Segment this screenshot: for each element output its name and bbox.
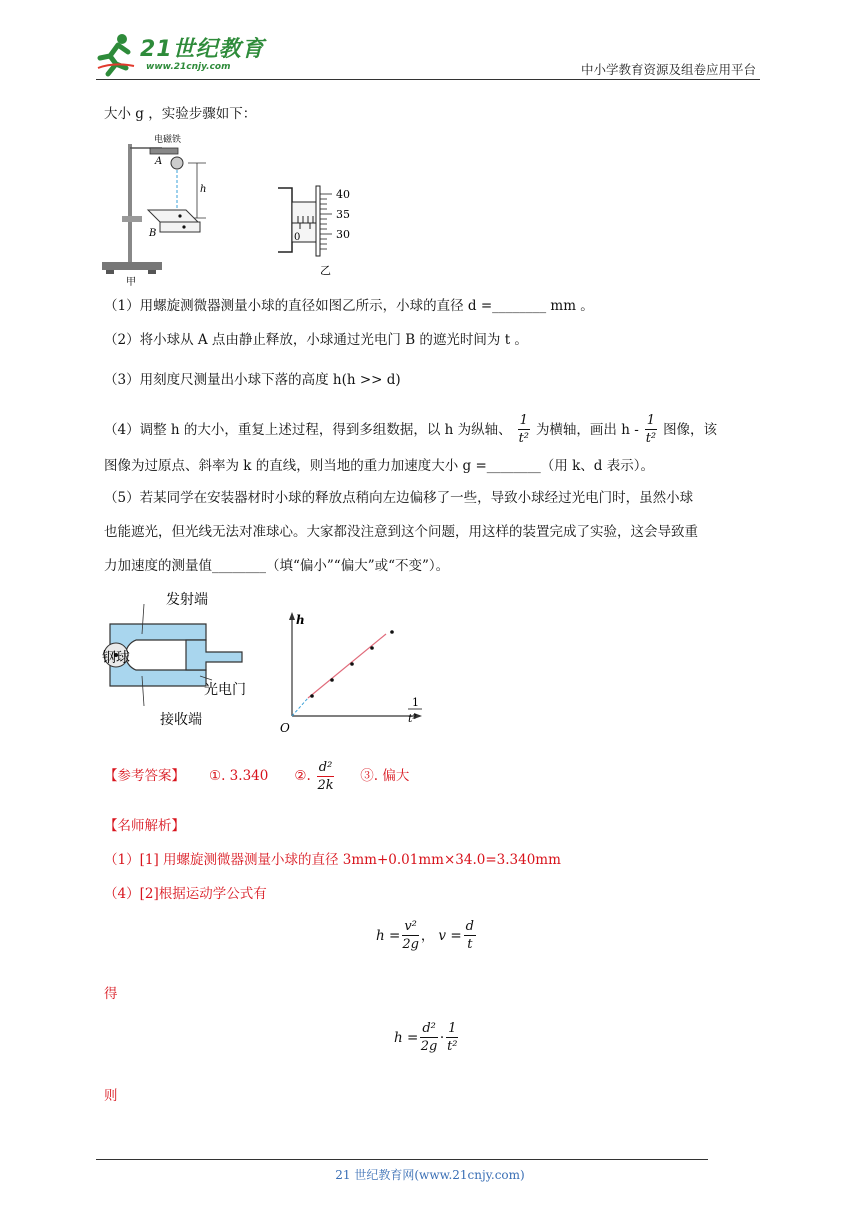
answer-3: ③. 偏大: [360, 768, 410, 784]
data-point-2: [330, 678, 334, 682]
figure-graph: [278, 610, 428, 740]
step-4-part-1: （4）调整 h 的大小，重复上述过程，得到多组数据，以 h 为纵轴、: [104, 421, 512, 438]
step-4-line-1: [104, 414, 717, 445]
tick-40: 40: [336, 188, 350, 201]
eq1b-lhs: v =: [438, 927, 462, 944]
step-2: （2）将小球从 A 点由静止释放，小球通过光电门 B 的遮光时间为 t 。: [104, 332, 528, 348]
header-right-text: 中小学教育资源及组卷应用平台: [580, 62, 756, 77]
answer-2-den: 2k: [317, 777, 334, 793]
gate-label: 光电门: [204, 682, 246, 698]
intro-text: 大小 g ，实验步骤如下：: [104, 106, 257, 122]
emit-label: 发射端: [166, 592, 208, 608]
ball-label: 钢球: [102, 650, 130, 666]
header-logo: [96, 30, 266, 78]
analysis-line-1: （1）[1] 用螺旋测微器测量小球的直径 3mm+0.01mm×34.0=3.340mm: [104, 852, 561, 868]
fraction-den-b: t²: [645, 431, 657, 446]
x-label-num: 1: [412, 696, 419, 709]
fraction-den: t²: [518, 431, 530, 446]
analysis-line-2: （4）[2]根据运动学公式有: [104, 886, 267, 902]
eq1b-den: t: [467, 937, 473, 952]
label-h: h: [200, 184, 207, 195]
step-4-part-3: 图像，该: [663, 421, 718, 438]
caption-yi: 乙: [320, 264, 331, 277]
analysis-ze: 则: [104, 1088, 118, 1104]
x-label-den: t²: [408, 712, 417, 725]
tick-zero: 0: [294, 232, 301, 243]
answer-1: ①. 3.340: [209, 768, 269, 784]
eq1-lhs: h =: [376, 927, 401, 944]
eq1-num: v²: [404, 919, 417, 934]
logo-text: 21世纪教育: [140, 37, 265, 62]
step-1: （1）用螺旋测微器测量小球的直径如图乙所示，小球的直径 d =________ mm 。: [104, 298, 594, 314]
step-4-line-2: 图像为过原点、斜率为 k 的直线，则当地的重力加速度大小 g =________（用 k、d 表示）。: [104, 458, 654, 474]
data-points: [310, 630, 394, 698]
eq2-fraction-1: [420, 1022, 438, 1053]
eq1-sep: ，: [420, 927, 435, 944]
eq1b-num: d: [465, 919, 474, 934]
data-point-4: [370, 646, 374, 650]
step-5-line-1: （5）若某同学在安装器材时小球的释放点稍向左边偏移了一些，导致小球经过光电门时，虽然小球: [104, 490, 694, 506]
step-3: （3）用刻度尺测量出小球下落的高度 h(h >> d): [104, 372, 401, 388]
eq1b-fraction: [464, 920, 476, 951]
tick-35: 35: [336, 208, 350, 221]
eq2-num2: 1: [448, 1021, 457, 1036]
answer-row: [104, 758, 409, 794]
origin-label: O: [280, 721, 290, 735]
caption-jia: 甲: [126, 277, 136, 288]
label-a: A: [155, 156, 163, 167]
eq2-dot: ·: [439, 1029, 445, 1046]
equation-2: [394, 1022, 460, 1053]
fraction-num: 1: [519, 413, 528, 428]
footer-text: 21 世纪教育网(www.21cnjy.com): [335, 1168, 525, 1182]
step-5-line-2: 也能遮光，但光线无法对准球心。大家都没注意到这个问题，用这样的装置完成了实验，这会导致重: [104, 524, 698, 540]
eq2-fraction-2: [446, 1022, 458, 1053]
fraction-num-b: 1: [646, 413, 656, 428]
magnet-label: 电磁铁: [154, 135, 182, 145]
y-axis-label: h: [296, 613, 305, 627]
data-point-3: [350, 662, 354, 666]
label-b: B: [149, 228, 157, 239]
analysis-de: 得: [104, 986, 118, 1002]
fraction-1-over-t2-b: [645, 414, 657, 445]
answer-2-prefix: ②.: [294, 768, 311, 784]
eq2-den: 2g: [420, 1039, 438, 1054]
logo-url: www.21cnjy.com: [146, 62, 231, 72]
eq2-num: d²: [422, 1021, 436, 1036]
answer-2-fraction: [317, 761, 335, 792]
tick-30: 30: [336, 228, 350, 241]
equation-1: [376, 920, 478, 951]
footer-rule: [96, 1159, 708, 1160]
eq2-lhs: h =: [394, 1029, 419, 1046]
eq1-den: 2g: [402, 937, 419, 952]
answer-label: 【参考答案】: [104, 768, 185, 784]
data-point-1: [310, 694, 314, 698]
step-4-part-2: 为横轴，画出 h -: [535, 421, 639, 438]
figure-photogate: [96, 590, 246, 730]
runner-icon: [96, 32, 136, 76]
eq1-fraction: [402, 920, 419, 951]
step-5-line-3: 力加速度的测量值________（填“偏小”“偏大”或“不变”）。: [104, 558, 450, 574]
fraction-1-over-t2: [518, 414, 530, 445]
figure-yi: [270, 180, 370, 280]
eq2-den2: t²: [447, 1039, 458, 1054]
recv-label: 接收端: [160, 712, 202, 728]
data-point-5: [390, 630, 394, 634]
answer-2-num: d²: [318, 759, 333, 775]
analysis-label: 【名师解析】: [104, 818, 185, 834]
header-rule: [96, 79, 760, 80]
figure-jia: [96, 130, 226, 288]
